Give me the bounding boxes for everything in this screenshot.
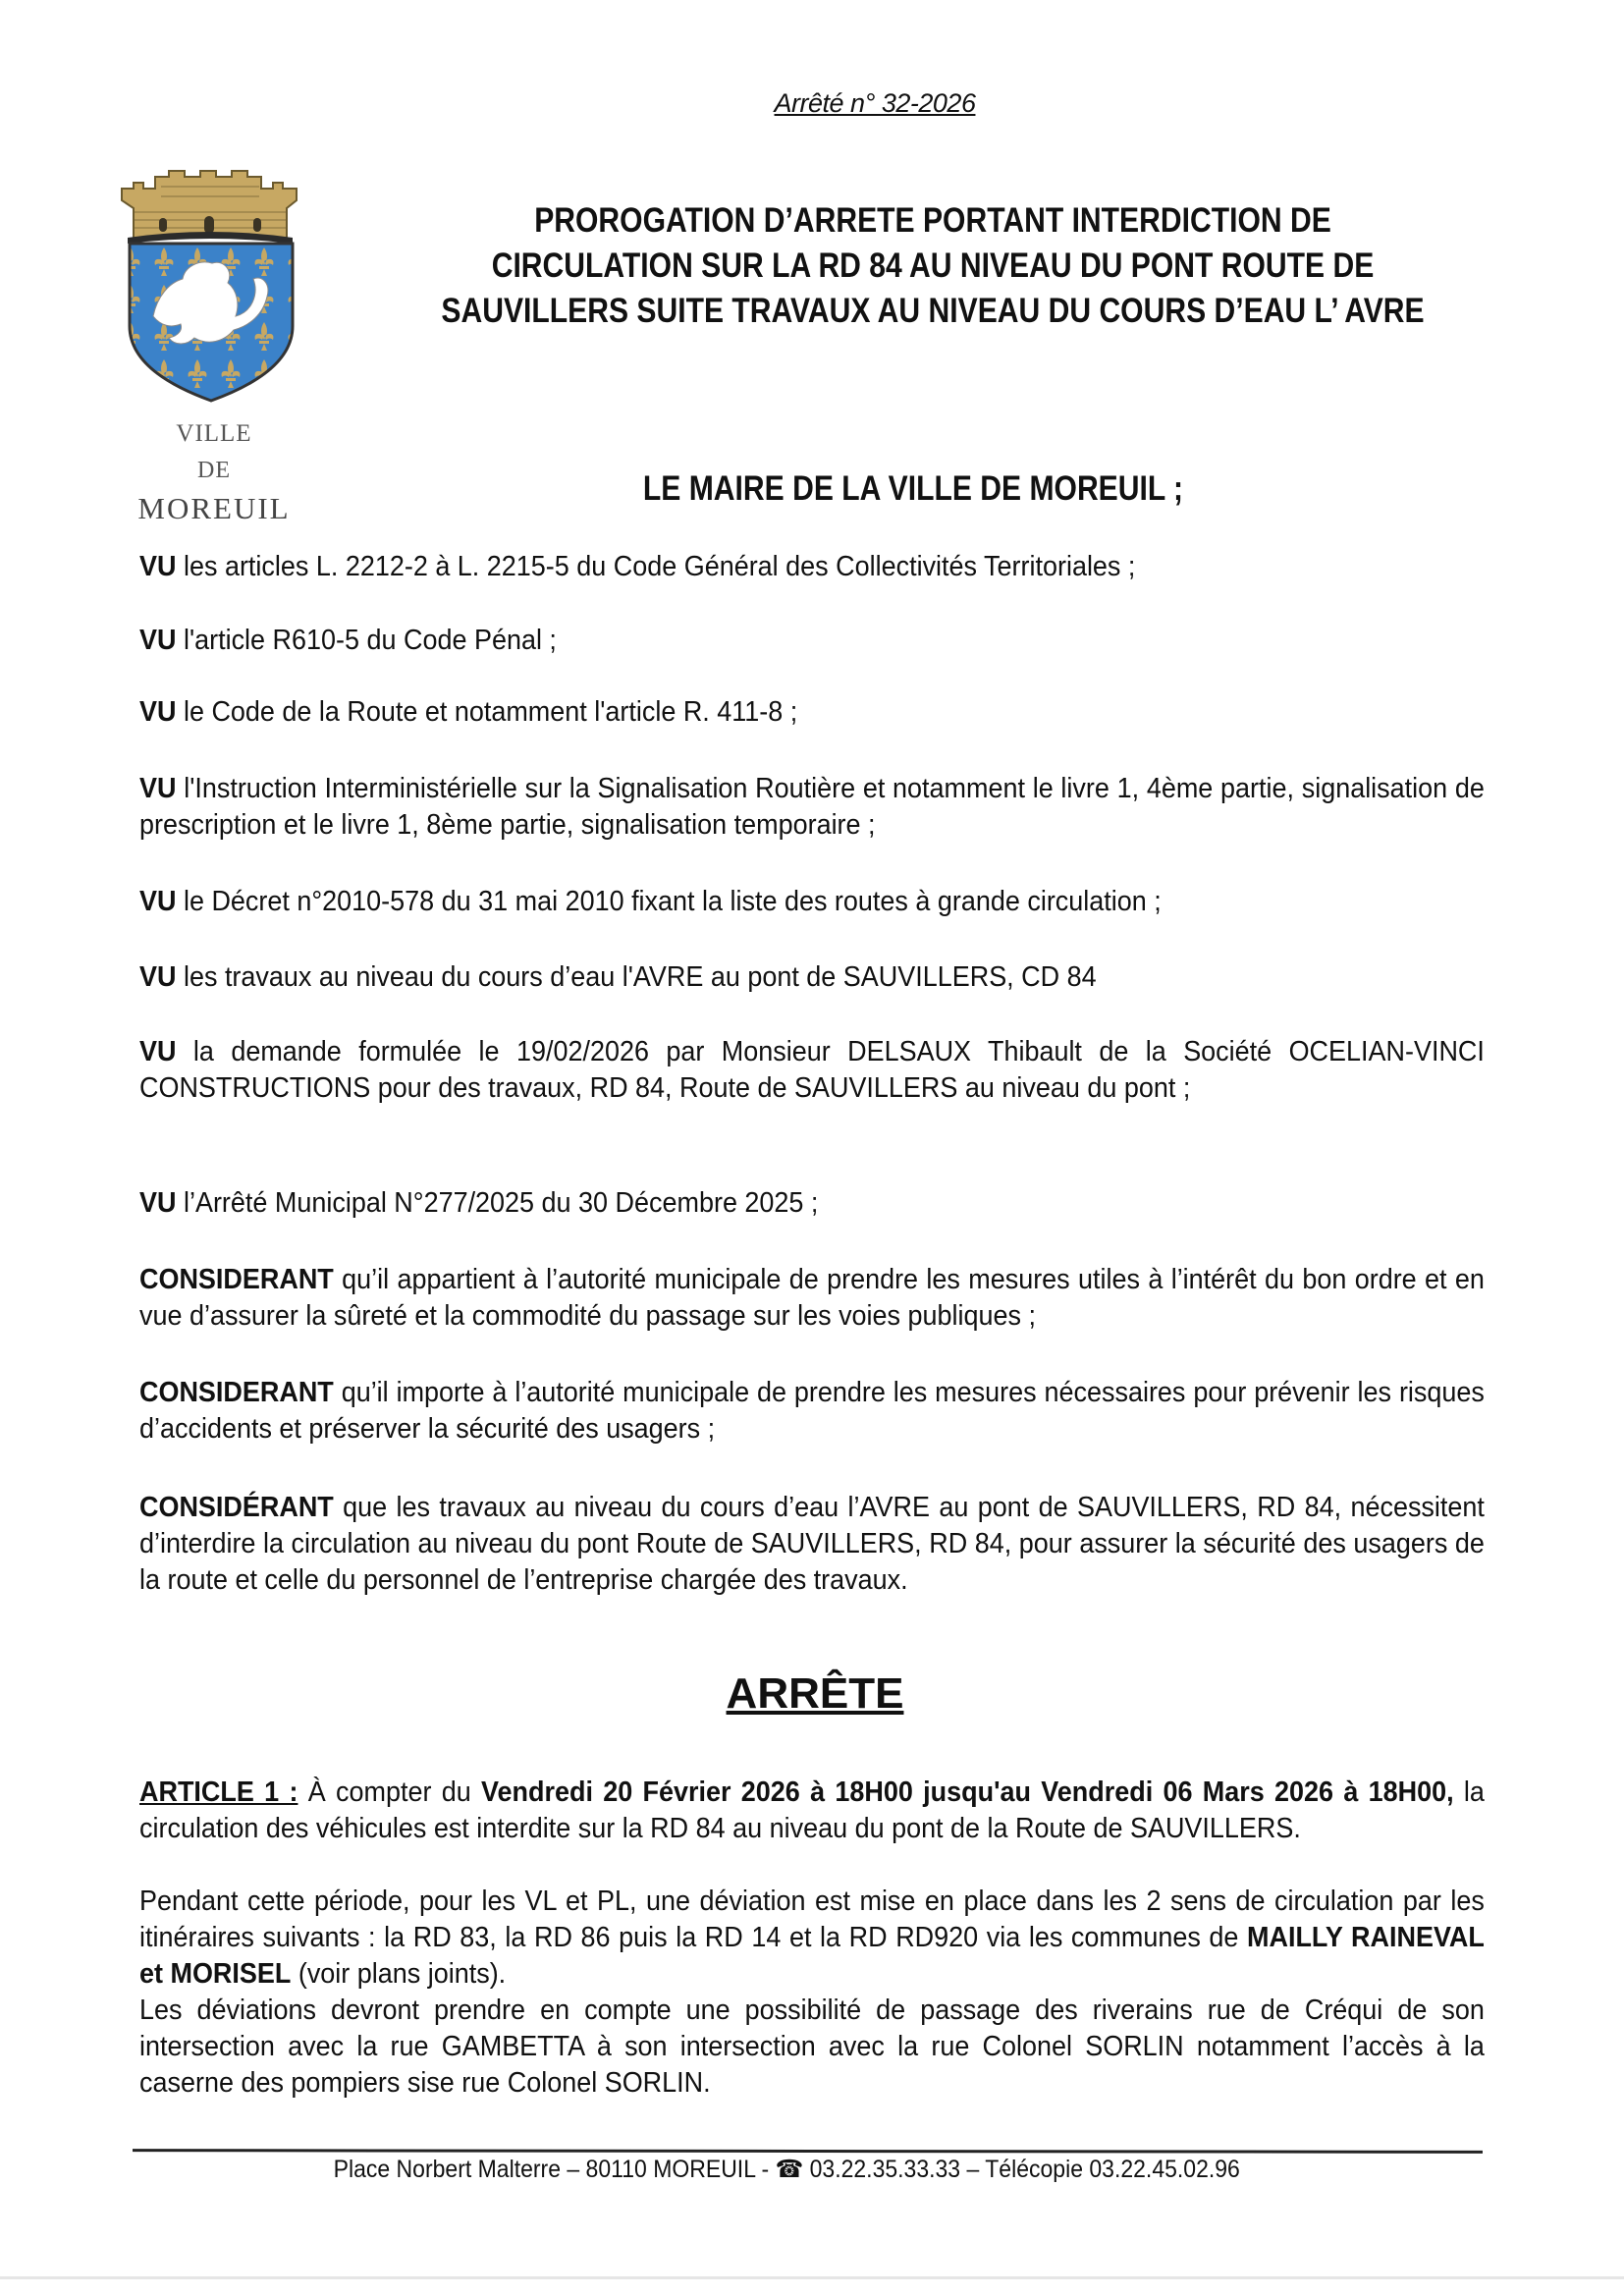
visa-lead: VU — [139, 1036, 177, 1067]
visa-lead: VU — [139, 696, 177, 728]
visa-paragraph — [139, 623, 1485, 659]
deviation-note: (voir plans joints). — [291, 1958, 507, 1990]
document-body — [139, 0, 1485, 2296]
arrete-heading — [0, 1669, 1624, 1719]
article-1-riverains: Les déviations devront prendre en compte une possibilité de passage des riverains rue de Créqui de son intersection avec la rue GAMBETTA à son intersection avec la rue Colonel SORLIN notamment l’accès à la caserne des pompiers sise rue Colonel SORLIN. — [139, 1995, 1485, 2099]
visa-paragraph — [139, 771, 1485, 844]
page-edge — [0, 2276, 1624, 2279]
arrete-heading-text: ARRÊTE — [726, 1669, 904, 1718]
considerant-paragraph — [139, 1375, 1485, 1448]
considerant-lead: CONSIDÉRANT — [139, 1492, 334, 1523]
visa-text: les travaux au niveau du cours d’eau l'AVRE au pont de SAUVILLERS, CD 84 — [176, 961, 1097, 993]
considerant-lead: CONSIDERANT — [139, 1264, 334, 1295]
article-1 — [139, 1775, 1485, 1847]
footer-contact — [65, 2155, 1559, 2184]
article-1-label: ARTICLE 1 : — [139, 1777, 298, 1808]
visa-text: l’Arrêté Municipal N°277/2025 du 30 Décembre 2025 ; — [176, 1187, 819, 1219]
logo-ville: VILLE — [176, 420, 252, 447]
visa-lead: VU — [139, 625, 177, 656]
considerant-text: qu’il appartient à l’autorité municipale de prendre les mesures utiles à l’intérêt du bon ordre et en vue d’assurer la sûreté et la commodité du passage sur les voies publiques ; — [139, 1264, 1485, 1332]
visa-paragraph — [139, 549, 1485, 585]
logo-moreuil: MOREUIL — [137, 491, 291, 525]
article-1-text: la circulation des véhicules est interdite sur la RD 84 au niveau du pont de la Route de SAUVILLERS. — [139, 1777, 1485, 1844]
visa-text: l'Instruction Interministérielle sur la Signalisation Routière et notamment le livre 1, 4ème partie, signalisation de prescription et le livre 1, 8ème partie, signalisation temporaire ; — [139, 773, 1485, 841]
considerant-text: que les travaux au niveau du cours d’eau l’AVRE au pont de SAUVILLERS, RD 84, nécessitent d’interdire la circulation au niveau du pont Route de SAUVILLERS, RD 84, pour assurer la sécurité des usagers de la route et celle du personnel de l’entreprise chargée des travaux. — [139, 1492, 1485, 1596]
telephone-icon: ☎ — [775, 2156, 804, 2183]
visa-paragraph — [139, 1185, 1485, 1222]
considerant-text: qu’il importe à l’autorité municipale de prendre les mesures nécessaires pour prévenir les risques d’accidents et préserver la sécurité des usagers ; — [139, 1377, 1485, 1445]
maire-heading: LE MAIRE DE LA VILLE DE MOREUIL ; — [642, 469, 1184, 508]
considerant-paragraph — [139, 1490, 1485, 1599]
visa-text: l'article R610-5 du Code Pénal ; — [176, 625, 557, 656]
visa-lead: VU — [139, 1187, 177, 1219]
article-1-intro: À compter du — [298, 1777, 482, 1808]
visa-paragraph — [139, 1034, 1485, 1107]
title-line: CIRCULATION SUR LA RD 84 AU NIVEAU DU PONT ROUTE DE — [491, 246, 1375, 285]
visa-text: la demande formulée le 19/02/2026 par Monsieur DELSAUX Thibault de la Société OCELIAN-VINCI CONSTRUCTIONS pour des travaux, RD 84, Route de SAUVILLERS au niveau du pont ; — [139, 1036, 1485, 1104]
visa-paragraph — [139, 884, 1485, 920]
visa-paragraph — [139, 959, 1485, 996]
article-1-period: Vendredi 20 Février 2026 à 18H00 jusqu'au Vendredi 06 Mars 2026 à 18H00, — [481, 1777, 1454, 1808]
deviation-communes: MAILLY RAINEVAL et MORISEL — [139, 1922, 1485, 1990]
visa-lead: VU — [139, 886, 177, 917]
logo-de: DE — [197, 458, 231, 483]
footer-phone: 03.22.35.33.33 – Télécopie 03.22.45.02.96 — [803, 2156, 1240, 2183]
title-line: SAUVILLERS SUITE TRAVAUX AU NIVEAU DU COURS D’EAU L’ AVRE — [441, 292, 1425, 330]
considerant-paragraph — [139, 1262, 1485, 1335]
considerant-lead: CONSIDERANT — [139, 1377, 334, 1408]
article-1-deviation — [139, 1884, 1485, 1993]
footer-address: Place Norbert Malterre – 80110 MOREUIL - — [333, 2156, 776, 2183]
visa-lead: VU — [139, 551, 177, 582]
arrete-number-text: Arrêté n° 32-2026 — [774, 88, 976, 118]
visa-text: le Décret n°2010-578 du 31 mai 2010 fixant la liste des routes à grande circulation ; — [176, 886, 1162, 917]
deviation-text: Pendant cette période, pour les VL et PL, une déviation est mise en place dans les 2 sens de circulation par les itinéraires suivants : la RD 83, la RD 86 puis la RD 14 et la RD RD920 via les communes de — [139, 1886, 1485, 1953]
visa-text: les articles L. 2212-2 à L. 2215-5 du Code Général des Collectivités Territoriales ; — [176, 551, 1136, 582]
visa-lead: VU — [139, 773, 177, 804]
visa-text: le Code de la Route et notamment l'article R. 411-8 ; — [176, 696, 798, 728]
title-line: PROROGATION D’ARRETE PORTANT INTERDICTION DE — [534, 201, 1331, 240]
visa-paragraph — [139, 694, 1485, 731]
visa-lead: VU — [139, 961, 177, 993]
